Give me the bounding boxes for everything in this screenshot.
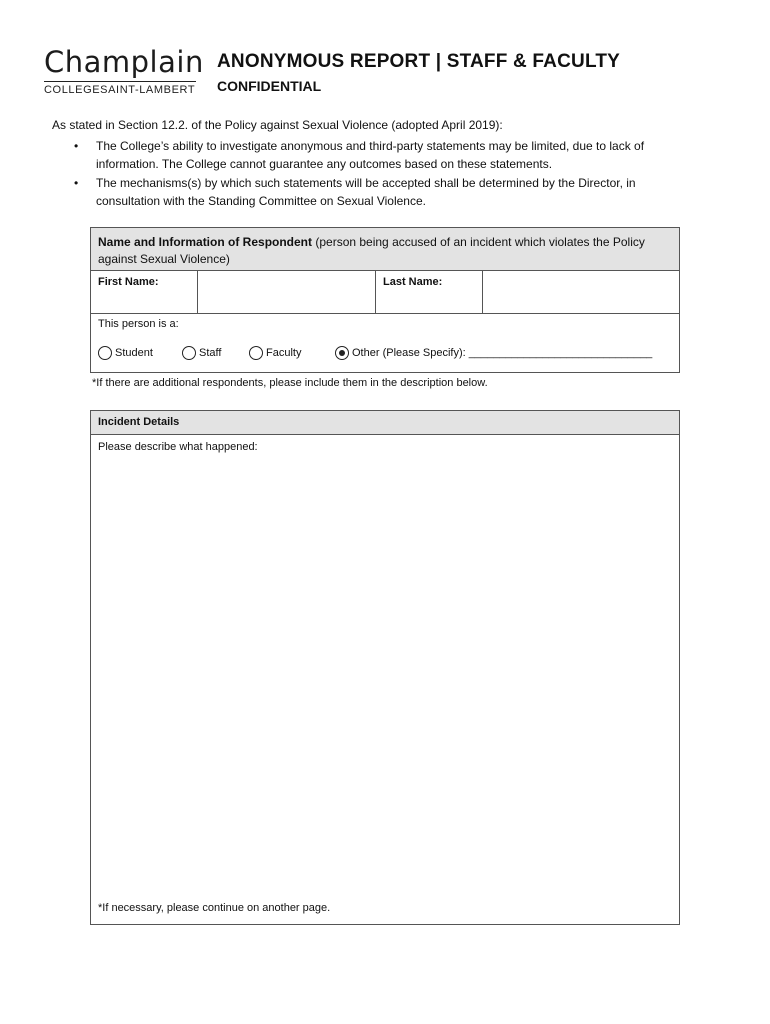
- last-name-label: Last Name:: [376, 271, 483, 313]
- first-name-field[interactable]: [198, 271, 376, 313]
- intro-bullet-list: [72, 138, 682, 212]
- radio-student[interactable]: [98, 346, 153, 360]
- radio-other[interactable]: [335, 346, 652, 360]
- respondent-heading: [91, 228, 679, 271]
- radio-faculty[interactable]: [249, 346, 301, 360]
- bullet-text: The mechanisms(s) by which such statements will be accepted shall be determined by the Director, in consultation with the Standing Committee on Sexual Violence.: [96, 176, 636, 208]
- radio-circle-icon: [249, 346, 263, 360]
- respondent-section: [90, 227, 680, 373]
- radio-label: Faculty: [266, 347, 302, 359]
- logo-wordmark: Champlain: [44, 45, 204, 79]
- incident-prompt: Please describe what happened:: [98, 441, 258, 453]
- incident-heading: Incident Details: [91, 411, 679, 435]
- incident-description-field[interactable]: [98, 461, 672, 894]
- bullet-item: [72, 175, 682, 210]
- bullet-text: The College’s ability to investigate anonymous and third-party statements may be limited, due to lack of information. The College cannot guarantee any outcomes based on these statements.: [96, 139, 645, 171]
- person-type-label: This person is a:: [98, 318, 179, 330]
- radio-label: Other (Please Specify): ______________________________: [352, 347, 653, 359]
- college-logo: [44, 46, 204, 96]
- radio-label: Student: [115, 347, 153, 359]
- name-row: [91, 271, 679, 314]
- radio-label: Staff: [199, 347, 222, 359]
- page-subtitle: CONFIDENTIAL: [217, 78, 322, 94]
- intro-text: As stated in Section 12.2. of the Policy against Sexual Violence (adopted April 2019):: [52, 118, 503, 132]
- last-name-field[interactable]: [483, 271, 679, 313]
- first-name-label: First Name:: [91, 271, 198, 313]
- respondent-heading-bold: Name and Information of Respondent: [98, 235, 313, 249]
- radio-circle-icon: [182, 346, 196, 360]
- bullet-icon: •: [74, 139, 79, 153]
- respondent-heading-rest: (person being accused of an incident which violates the Policy against Sexual Violence): [98, 235, 645, 266]
- page-title: ANONYMOUS REPORT | STAFF & FACULTY: [217, 51, 621, 72]
- additional-respondents-note: *If there are additional respondents, please include them in the description below.: [92, 377, 488, 389]
- radio-staff[interactable]: [182, 346, 221, 360]
- incident-section: [90, 410, 680, 925]
- radio-circle-icon: [98, 346, 112, 360]
- logo-subtitle: COLLEGESAINT-LAMBERT: [44, 81, 196, 96]
- radio-selected-icon: [335, 346, 349, 360]
- bullet-icon: •: [74, 176, 79, 190]
- incident-footer-note: *If necessary, please continue on another page.: [98, 902, 331, 914]
- bullet-item: [72, 138, 682, 173]
